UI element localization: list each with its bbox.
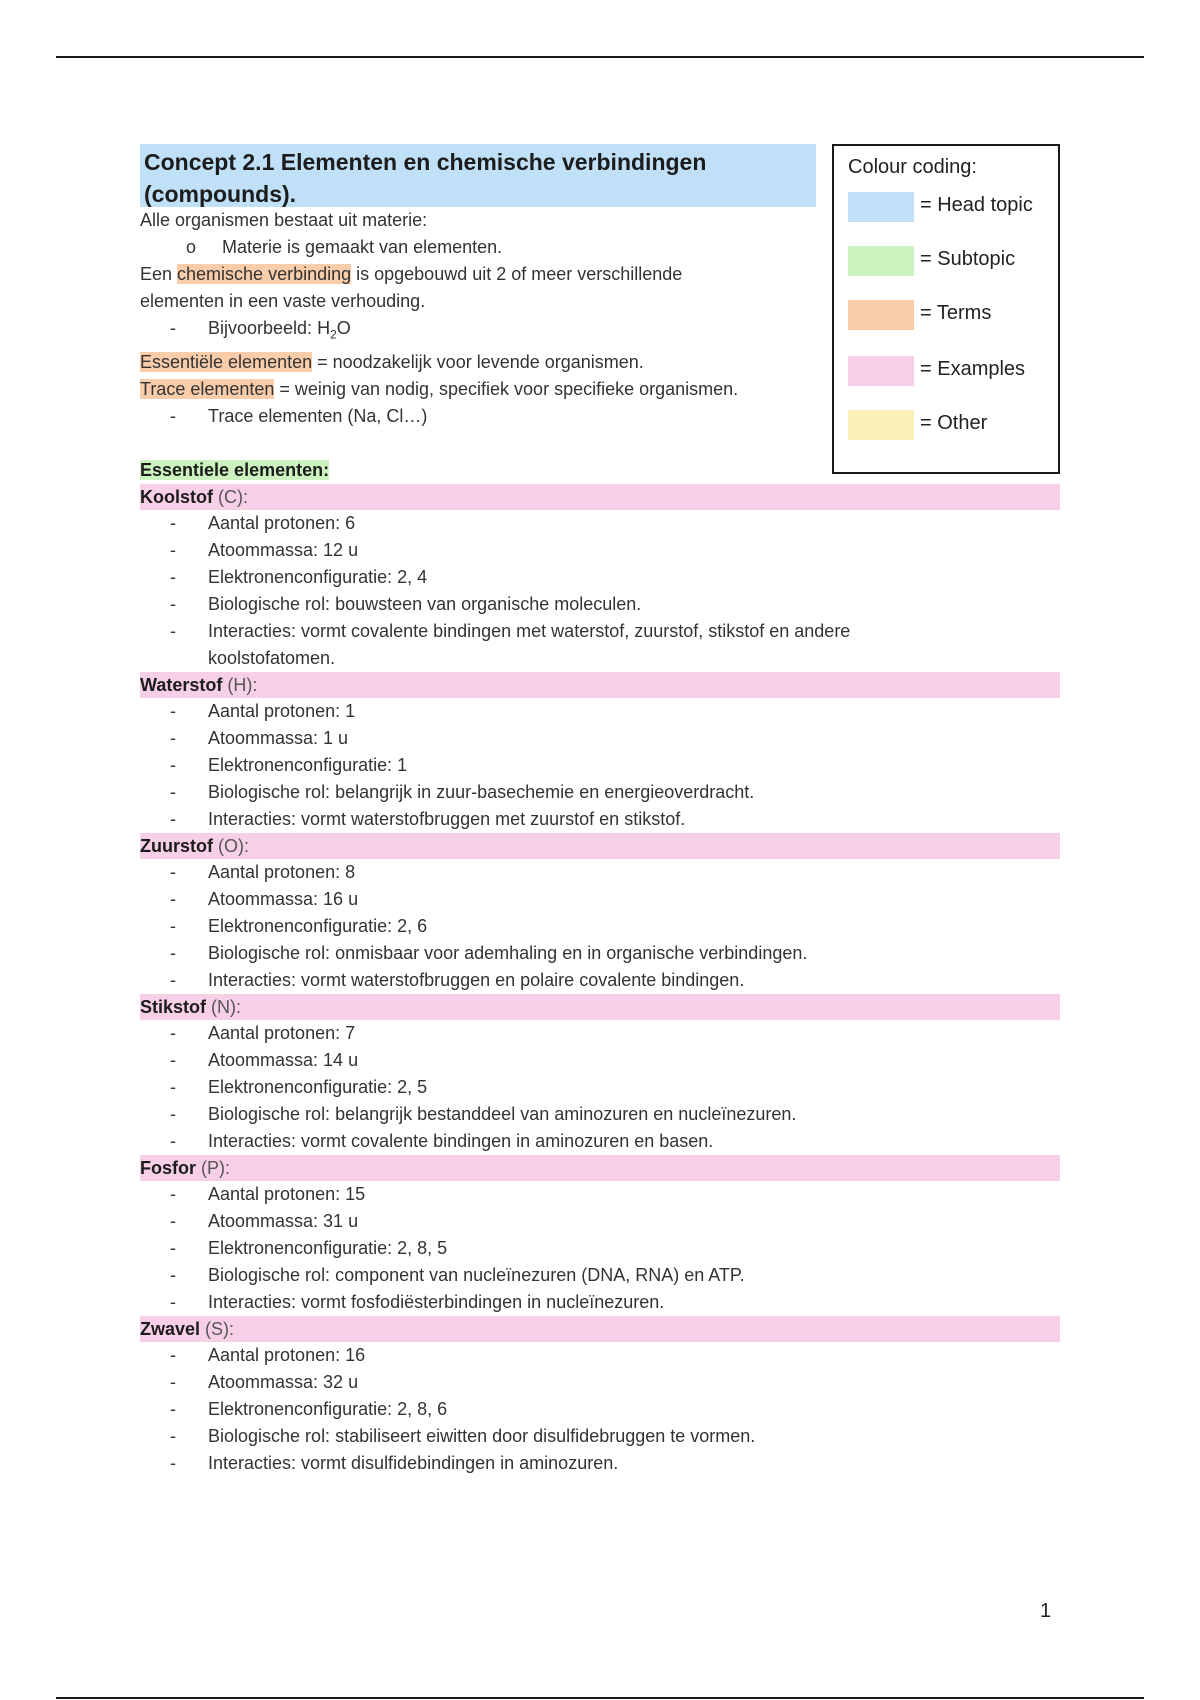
list-item: [140, 591, 1060, 618]
dash-bullet: -: [170, 1452, 176, 1473]
list-item: [140, 510, 1060, 537]
list-item: [140, 779, 1060, 806]
list-item: [140, 564, 1060, 591]
dash-bullet: -: [170, 969, 176, 990]
header-rule: [56, 56, 1144, 58]
list-item: [140, 1208, 1060, 1235]
dash-bullet: -: [170, 1183, 176, 1204]
element-symbol: (N):: [206, 996, 242, 1017]
list-item: [140, 1369, 1060, 1396]
list-item-text: Elektronenconfiguratie: 1: [208, 754, 408, 775]
dash-bullet: -: [170, 700, 176, 721]
list-item: [140, 1047, 1060, 1074]
dash-bullet: -: [170, 1344, 176, 1365]
list-item: [140, 698, 1060, 725]
list-item: [140, 618, 1060, 645]
compound-post: is opgebouwd uit 2 of meer verschillende: [351, 264, 683, 284]
list-item-text: Biologische rol: onmisbaar voor ademhaling en in organische verbindingen.: [208, 942, 808, 963]
legend-title: Colour coding:: [848, 156, 977, 178]
list-item: [140, 1289, 1060, 1316]
page-number: 1: [1040, 1600, 1052, 1622]
dash-bullet: -: [170, 1210, 176, 1231]
element-symbol: (C):: [212, 486, 248, 507]
list-item-text: Biologische rol: component van nucleïnezuren (DNA, RNA) en ATP.: [208, 1264, 745, 1285]
dash-bullet: -: [170, 512, 176, 533]
legend-swatch: [848, 410, 914, 440]
intro-sub-text: Materie is gemaakt van elementen.: [222, 237, 503, 257]
dash-bullet: -: [170, 566, 176, 587]
element-name: Koolstof: [140, 486, 213, 507]
list-item-text: Aantal protonen: 8: [208, 861, 356, 882]
essential-def: = noodzakelijk voor levende organismen.: [312, 351, 644, 372]
dash-bullet: -: [170, 727, 176, 748]
list-item-text: Aantal protonen: 15: [208, 1183, 366, 1204]
dash-bullet: -: [170, 1291, 176, 1312]
dash-bullet: -: [170, 1049, 176, 1070]
trace-def: = weinig van nodig, specifiek voor specifieke organismen.: [274, 378, 739, 399]
dash-bullet: -: [170, 405, 176, 426]
dash-bullet: -: [170, 888, 176, 909]
dash-bullet: -: [170, 861, 176, 882]
list-item-text: Atoommassa: 12 u: [208, 539, 359, 560]
list-item-text: Aantal protonen: 7: [208, 1022, 356, 1043]
example-post: O: [336, 318, 351, 338]
dash-bullet: -: [170, 754, 176, 775]
legend-label: = Examples: [920, 358, 1026, 380]
list-item-text: Biologische rol: bouwsteen van organische moleculen.: [208, 593, 642, 614]
dash-bullet: -: [170, 593, 176, 614]
legend-swatch: [848, 356, 914, 386]
dash-bullet: -: [170, 539, 176, 560]
compound-pre: Een: [140, 264, 178, 284]
dash-bullet: -: [170, 1130, 176, 1151]
list-item: [140, 913, 1060, 940]
list-item: [140, 859, 1060, 886]
list-item-text: Biologische rol: belangrijk in zuur-basechemie en energieoverdracht.: [208, 781, 755, 802]
list-item: [140, 1396, 1060, 1423]
dash-bullet: -: [170, 620, 176, 641]
list-item: [140, 725, 1060, 752]
list-item: [140, 537, 1060, 564]
list-item-text: Elektronenconfiguratie: 2, 5: [208, 1076, 428, 1097]
dash-bullet: -: [170, 1076, 176, 1097]
legend-label: = Head topic: [920, 194, 1033, 216]
list-item-text: Elektronenconfiguratie: 2, 4: [208, 566, 428, 587]
list-item: [140, 1128, 1060, 1155]
example-pre: Bijvoorbeeld: H: [208, 318, 331, 338]
list-item: [140, 1235, 1060, 1262]
dash-bullet: -: [170, 1371, 176, 1392]
dash-bullet: -: [170, 915, 176, 936]
list-item-text: Atoommassa: 31 u: [208, 1210, 359, 1231]
dash-bullet: -: [170, 1103, 176, 1124]
legend-label: = Other: [920, 412, 988, 434]
legend-swatch: [848, 246, 914, 276]
element-heading-koolstof: [140, 484, 1060, 510]
list-item-text: Interacties: vormt covalente bindingen in aminozuren en basen.: [208, 1130, 714, 1151]
head-topic-title: Concept 2.1 Elementen en chemische verbindingen (compounds).: [140, 144, 816, 207]
circle-bullet: o: [186, 237, 197, 257]
list-item: [140, 1181, 1060, 1208]
list-item: [140, 1262, 1060, 1289]
list-item-continuation: koolstofatomen.: [208, 647, 336, 668]
element-symbol: (S):: [200, 1318, 235, 1339]
list-item-text: Atoommassa: 14 u: [208, 1049, 359, 1070]
list-item-text: Atoommassa: 1 u: [208, 727, 349, 748]
list-item: [140, 1342, 1060, 1369]
list-item: [140, 967, 1060, 994]
list-item-text: Biologische rol: belangrijk bestanddeel van aminozuren en nucleïnezuren.: [208, 1103, 797, 1124]
element-name: Fosfor: [140, 1157, 196, 1178]
example-subscript: 2: [330, 327, 337, 342]
legend-swatch: [848, 300, 914, 330]
colour-legend: [832, 144, 1060, 474]
element-heading-zuurstof: [140, 833, 1060, 859]
dash-bullet: -: [170, 1425, 176, 1446]
legend-label: = Subtopic: [920, 248, 1016, 270]
element-name: Stikstof: [140, 996, 207, 1017]
term-trace-elementen: Trace elementen: [140, 378, 275, 399]
list-item-text: Elektronenconfiguratie: 2, 6: [208, 915, 428, 936]
dash-bullet: -: [170, 942, 176, 963]
list-item-text: Biologische rol: stabiliseert eiwitten door disulfidebruggen te vormen.: [208, 1425, 756, 1446]
list-item-text: Atoommassa: 32 u: [208, 1371, 359, 1392]
term-essentiele-elementen: Essentiële elementen: [140, 351, 313, 372]
element-name: Zwavel: [140, 1318, 201, 1339]
element-symbol: (P):: [196, 1157, 230, 1178]
list-item-text: Interacties: vormt disulfidebindingen in aminozuren.: [208, 1452, 619, 1473]
intro-line: Alle organismen bestaat uit materie:: [140, 210, 428, 230]
element-symbol: (H):: [222, 674, 258, 695]
element-heading-waterstof: [140, 672, 1060, 698]
dash-bullet: -: [170, 1022, 176, 1043]
dash-bullet: -: [170, 318, 176, 338]
element-heading-zwavel: [140, 1316, 1060, 1342]
list-item: [140, 1101, 1060, 1128]
legend-swatch: [848, 192, 914, 222]
dash-bullet: -: [170, 1398, 176, 1419]
compound-definition-cont: elementen in een vaste verhouding.: [140, 291, 426, 311]
list-item-text: Interacties: vormt fosfodiësterbindingen in nucleïnezuren.: [208, 1291, 665, 1312]
list-item-text: Elektronenconfiguratie: 2, 8, 6: [208, 1398, 448, 1419]
list-item: [140, 886, 1060, 913]
subtopic-text: Essentiele elementen:: [140, 459, 330, 480]
footer-rule: [56, 1697, 1144, 1699]
list-item-text: Elektronenconfiguratie: 2, 8, 5: [208, 1237, 448, 1258]
list-item: [140, 806, 1060, 833]
list-item: [140, 1423, 1060, 1450]
list-item: [140, 752, 1060, 779]
list-item-text: Atoommassa: 16 u: [208, 888, 359, 909]
list-item-text: Interacties: vormt waterstofbruggen met zuurstof en stikstof.: [208, 808, 686, 829]
dash-bullet: -: [170, 1264, 176, 1285]
list-item-text: Interacties: vormt covalente bindingen met waterstof, zuurstof, stikstof en andere: [208, 620, 851, 641]
dash-bullet: -: [170, 1237, 176, 1258]
list-item-text: Aantal protonen: 6: [208, 512, 356, 533]
trace-example-text: Trace elementen (Na, Cl…): [208, 405, 428, 426]
list-item: [140, 940, 1060, 967]
list-item-text: Aantal protonen: 1: [208, 700, 356, 721]
element-name: Zuurstof: [140, 835, 213, 856]
element-name: Waterstof: [140, 674, 223, 695]
element-heading-stikstof: [140, 994, 1060, 1020]
list-item: [140, 1450, 1060, 1477]
list-item: [140, 1020, 1060, 1047]
element-heading-fosfor: [140, 1155, 1060, 1181]
legend-label: = Terms: [920, 302, 992, 324]
elements-list: [140, 484, 1060, 1477]
dash-bullet: -: [170, 781, 176, 802]
dash-bullet: -: [170, 808, 176, 829]
list-item: [140, 1074, 1060, 1101]
list-item-text: Aantal protonen: 16: [208, 1344, 366, 1365]
term-chemische-verbinding: chemische verbinding: [177, 264, 352, 284]
element-symbol: (O):: [212, 835, 249, 856]
list-item-text: Interacties: vormt waterstofbruggen en polaire covalente bindingen.: [208, 969, 745, 990]
